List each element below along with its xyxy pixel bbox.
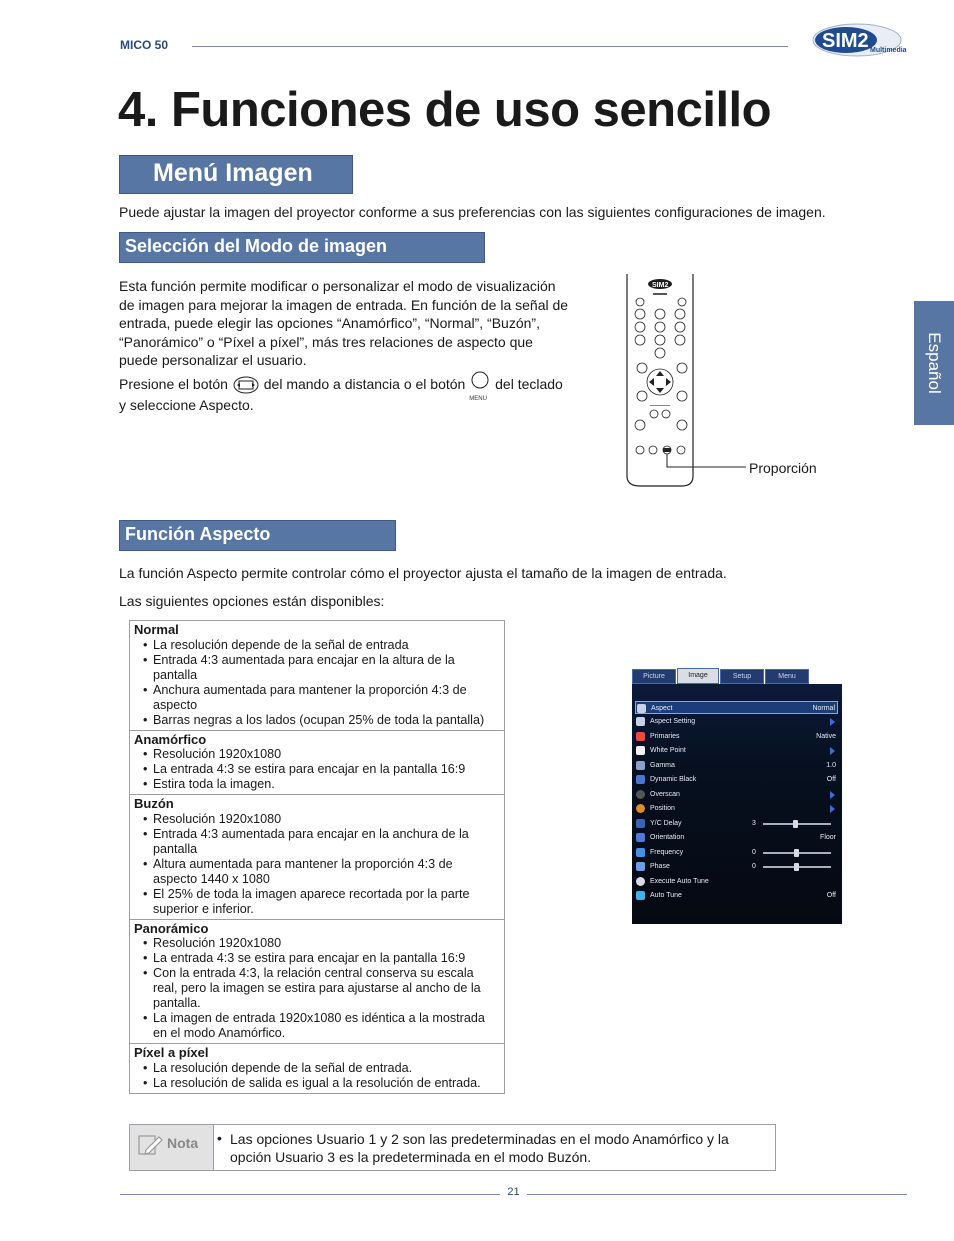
- phase-icon: [636, 862, 645, 871]
- slider-knob[interactable]: [793, 820, 798, 828]
- osd-row-execute-auto-tune[interactable]: [635, 875, 838, 888]
- execute-auto-tune-icon: [636, 877, 645, 886]
- osd-row-position[interactable]: [635, 802, 838, 815]
- osd-row-overscan[interactable]: [635, 788, 838, 801]
- osd-row-label: Position: [650, 805, 675, 812]
- press-text-d: y seleccione Aspecto.: [119, 397, 254, 413]
- dynamic-black-icon: [636, 775, 645, 784]
- osd-row-label: Aspect Setting: [650, 718, 696, 725]
- submenu-arrow-icon: [830, 718, 835, 726]
- option-item: • Entrada 4:3 aumentada para encajar en la altura de la pantalla: [134, 653, 500, 683]
- white-point-icon: [636, 746, 645, 755]
- option-item: • El 25% de toda la imagen aparece recortada por la parte superior e inferior.: [134, 887, 500, 917]
- mode-line: Esta función permite modificar o personalizar el modo de visualización: [119, 278, 556, 294]
- option-item: • La resolución de salida es igual a la resolución de entrada.: [134, 1076, 500, 1091]
- position-icon: [636, 804, 645, 813]
- header-divider: [192, 46, 788, 47]
- aspect-options-table: [129, 620, 505, 1094]
- osd-row-dynamic-black[interactable]: [635, 773, 838, 786]
- option-name: Panorámico: [134, 920, 209, 936]
- osd-row-label: Overscan: [650, 790, 680, 798]
- pencil-note-icon: [137, 1132, 163, 1158]
- osd-row-value: 0: [752, 863, 756, 870]
- osd-row-label: Auto Tune: [650, 892, 682, 899]
- option-name: Normal: [134, 622, 179, 637]
- option-name: Buzón: [134, 796, 174, 811]
- osd-row-value: Floor: [820, 834, 836, 841]
- option-item: • La entrada 4:3 se estira para encajar en la pantalla 16:9: [134, 951, 500, 966]
- submenu-arrow-icon: [830, 747, 835, 755]
- subheading-aspect: [119, 520, 396, 551]
- option-item: • Entrada 4:3 aumentada para encajar en la anchura de la pantalla: [134, 827, 500, 857]
- aspect-options-intro: Las siguientes opciones están disponibles:: [119, 593, 385, 609]
- slider-knob[interactable]: [794, 849, 799, 857]
- osd-row-gamma[interactable]: [635, 759, 838, 772]
- primaries-icon: [636, 732, 645, 741]
- osd-row-yc-delay[interactable]: [635, 817, 838, 830]
- frequency-icon: [636, 848, 645, 857]
- osd-row-label: Primaries: [650, 732, 680, 740]
- osd-row-frequency[interactable]: [635, 846, 838, 859]
- osd-row-aspect[interactable]: [635, 701, 838, 714]
- option-name: Píxel a píxel: [134, 1045, 209, 1060]
- osd-row-value: Native: [816, 732, 836, 740]
- mode-press-instruction: [119, 375, 599, 403]
- mode-description: [119, 277, 599, 370]
- phase-slider[interactable]: [763, 866, 831, 868]
- osd-tab-setup[interactable]: Setup: [720, 669, 764, 684]
- language-tab: [914, 301, 954, 425]
- note-bullet: •: [217, 1130, 222, 1146]
- note-label-cell: [130, 1125, 214, 1170]
- option-item: • Barras negras a los lados (ocupan 25% de toda la pantalla): [134, 713, 500, 728]
- footer-divider-left: [120, 1194, 500, 1195]
- osd-row-label: Execute Auto Tune: [650, 877, 709, 885]
- remote-logo: SIM2: [652, 282, 669, 289]
- osd-row-white-point[interactable]: [635, 744, 838, 757]
- yc-delay-icon: [636, 819, 645, 828]
- osd-row-primaries[interactable]: [635, 730, 838, 743]
- osd-row-value: 3: [752, 819, 756, 827]
- option-normal: [130, 621, 504, 730]
- subheading-mode: [119, 232, 485, 263]
- frequency-slider[interactable]: [763, 852, 831, 854]
- aspect-icon: [637, 704, 646, 713]
- osd-row-label: Frequency: [650, 848, 684, 856]
- language-tab-label: Español: [925, 332, 944, 394]
- option-item: • La imagen de entrada 1920x1080 es idéntica a la mostrada en el modo Anamórfico.: [134, 1011, 500, 1041]
- menu-button-icon: [469, 371, 491, 389]
- osd-row-label: Y/C Delay: [650, 819, 682, 827]
- option-panoramico: [130, 919, 504, 1044]
- submenu-arrow-icon: [830, 791, 835, 799]
- note-text: Las opciones Usuario 1 y 2 son las predeterminadas en el modo Anamórfico y la opción Usuario 3 es la predeterminada en el modo Buzón.: [230, 1131, 729, 1165]
- sim2-logo: [812, 20, 910, 58]
- aspect-setting-icon: [636, 717, 645, 726]
- osd-tab-menu[interactable]: Menu: [765, 669, 809, 684]
- aspect-button-icon: [232, 376, 260, 394]
- option-buzon: [130, 794, 504, 919]
- osd-row-aspect-setting[interactable]: [635, 715, 838, 728]
- page-title: 4. Funciones de uso sencillo: [118, 83, 772, 137]
- gamma-icon: [636, 761, 645, 770]
- option-item: • Estira toda la imagen.: [134, 777, 500, 792]
- osd-tab-bar: [632, 668, 842, 684]
- option-item: • Resolución 1920x1080: [134, 747, 500, 762]
- press-text-a: Presione el botón: [119, 376, 228, 392]
- orientation-icon: [636, 833, 645, 842]
- menu-key-label: MENU: [469, 396, 487, 403]
- option-item: • Altura aumentada para mantener la proporción 4:3 de aspecto 1440 x 1080: [134, 857, 500, 887]
- page-number: 21: [507, 1186, 520, 1198]
- osd-row-label: Gamma: [650, 761, 675, 769]
- osd-row-value: Normal: [812, 705, 835, 712]
- option-item: • La entrada 4:3 se estira para encajar en la pantalla 16:9: [134, 762, 500, 777]
- option-item: • Con la entrada 4:3, la relación central conserva su escala real, pero la imagen se estira para ajustarse al ancho de la pantalla.: [134, 966, 500, 1011]
- menu-key: [469, 376, 491, 403]
- remote-callout-label: Proporción: [749, 460, 817, 476]
- yc-delay-slider[interactable]: [763, 823, 831, 825]
- osd-row-orientation[interactable]: [635, 831, 838, 844]
- auto-tune-icon: [636, 891, 645, 900]
- subheading-aspect-text: Función Aspecto: [125, 524, 271, 544]
- option-item: • La resolución depende de la señal de entrada: [134, 638, 500, 653]
- section-intro: Puede ajustar la imagen del proyector conforme a sus preferencias con las siguientes configuraciones de imagen.: [119, 204, 826, 220]
- note-box: [129, 1124, 776, 1171]
- section-heading-text: Menú Imagen: [153, 159, 313, 187]
- overscan-icon: [636, 790, 645, 799]
- aspect-intro: La función Aspecto permite controlar cómo el proyector ajusta el tamaño de la imagen de entrada.: [119, 565, 727, 581]
- osd-row-label: Dynamic Black: [650, 776, 697, 783]
- subheading-mode-text: Selección del Modo de imagen: [125, 236, 388, 256]
- osd-tab-picture[interactable]: Picture: [632, 669, 676, 684]
- press-text-b: del mando a distancia o el botón: [263, 376, 466, 392]
- osd-row-auto-tune[interactable]: [635, 889, 838, 902]
- osd-row-value: Off: [826, 776, 836, 783]
- option-item: • Resolución 1920x1080: [134, 936, 500, 951]
- mode-line: entrada, puede elegir las opciones “Anamórfico”, “Normal”, “Buzón”,: [119, 315, 540, 331]
- osd-row-label: Aspect: [651, 705, 673, 712]
- header-model: MICO 50: [120, 38, 169, 52]
- logo-subtext: Multimedia: [870, 47, 907, 54]
- osd-row-value: Off: [826, 892, 836, 899]
- option-item: • La resolución depende de la señal de entrada.: [134, 1061, 500, 1076]
- osd-image-menu: [632, 668, 842, 924]
- option-name: Anamórfico: [134, 731, 207, 747]
- mode-line: “Panorámico” o “Píxel a píxel”, más tres relaciones de aspecto que: [119, 333, 533, 350]
- osd-row-phase[interactable]: [635, 860, 838, 873]
- section-heading: [119, 155, 353, 194]
- option-pixel-a-pixel: [130, 1043, 504, 1093]
- osd-row-label: White Point: [650, 747, 686, 754]
- osd-body: [632, 684, 842, 924]
- osd-row-label: Orientation: [650, 834, 685, 841]
- option-anamorfico: [130, 730, 504, 795]
- remote-control-illustration: [620, 274, 830, 490]
- mode-line: puede personalizar el usuario.: [119, 352, 307, 368]
- option-item: • Resolución 1920x1080: [134, 812, 500, 827]
- osd-row-value: 0: [752, 848, 756, 856]
- mode-line: de imagen para mejorar la imagen de entrada. En función de la señal de: [119, 296, 569, 313]
- osd-row-value: 1.0: [826, 761, 836, 769]
- note-label: Nota: [167, 1135, 199, 1151]
- osd-tab-image[interactable]: Image: [677, 668, 719, 684]
- slider-knob[interactable]: [794, 863, 799, 871]
- logo-text: SIM2: [822, 30, 869, 52]
- footer-divider-right: [527, 1194, 907, 1195]
- press-text-c: del teclado: [495, 376, 563, 392]
- option-item: • Anchura aumentada para mantener la proporción 4:3 de aspecto: [134, 683, 500, 713]
- submenu-arrow-icon: [830, 805, 835, 813]
- osd-row-label: Phase: [650, 863, 670, 870]
